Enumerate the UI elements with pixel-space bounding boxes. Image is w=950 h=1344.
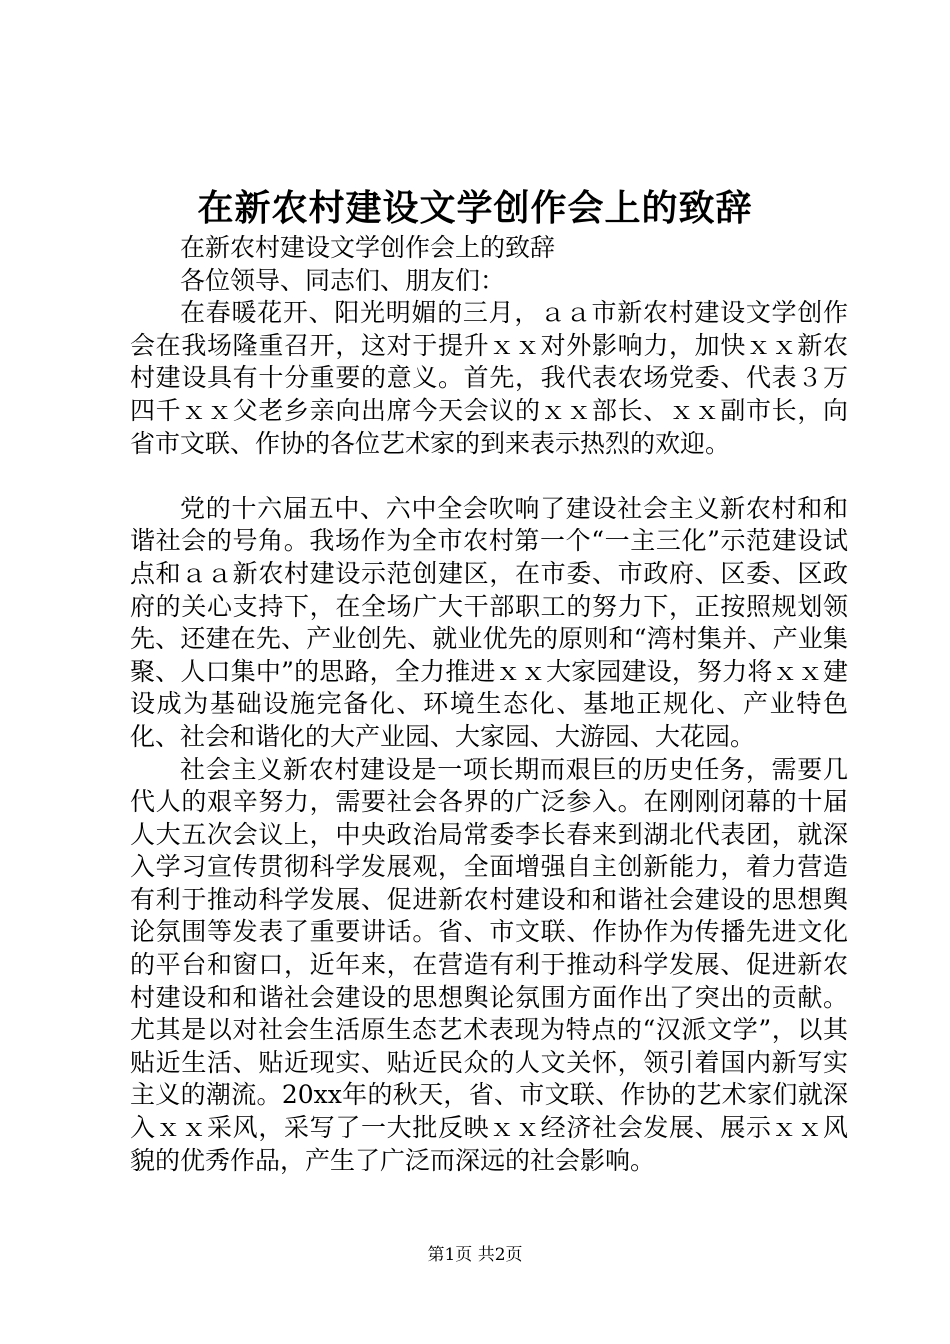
page-footer (0, 1243, 950, 1267)
body-paragraph-1: 在春暖花开、阳光明媚的三月，ａａ市新农村建设文学创作会在我场隆重召开，这对于提升ｘｘ对外影响力，加快ｘｘ新农村建设具有十分重要的意义。首先，我代表农场党委、代表３万四千ｘｘ父老乡亲向出席今天会议的ｘｘ部长、ｘｘ副市长，向省市文联、作协的各位艺术家的到来表示热烈的欢迎。 (130, 298, 848, 458)
body-paragraph-heading: 在新农村建设文学创作会上的致辞 (180, 233, 556, 262)
document-body (130, 232, 848, 1177)
document-title: 在新农村建设文学创作会上的致辞 (197, 187, 753, 229)
page-number-total: 共2页 (477, 1245, 523, 1265)
body-paragraph-2: 党的十六届五中、六中全会吹响了建设社会主义新农村和和谐社会的号角。我场作为全市农村第一个“一主三化”示范建设试点和ａａ新农村建设示范创建区，在市委、市政府、区委、区政府的关心支持下，在全场广大干部职工的努力下，正按照规划领先、还建在先、产业创先、就业优先的原则和“湾村集并、产业集聚、人口集中”的思路，全力推进ｘｘ大家园建设，努力将ｘｘ建设成为基础设施完备化、环境生态化、基地正规化、产业特色化、社会和谐化的大产业园、大家园、大游园、大花园。 (130, 493, 848, 751)
body-paragraph-3: 社会主义新农村建设是一项长期而艰巨的历史任务，需要几代人的艰辛努力，需要社会各界的广泛参入。在刚刚闭幕的十届人大五次会议上，中央政治局常委李长春来到湖北代表团，就深入学习宣传贯彻科学发展观，全面增强自主创新能力，着力营造有利于推动科学发展、促进新农村建设和和谐社会建设的思想舆论氛围等发表了重要讲话。省、市文联、作协作为传播先进文化的平台和窗口，近年来，在营造有利于推动科学发展、促进新农村建设和和谐社会建设的思想舆论氛围方面作出了突出的贡献。尤其是以对社会生活原生态艺术表现为特点的“汉派文学”，以其贴近生活、贴近现实、贴近民众的人文关怀，领引着国内新写实主义的潮流。20xx年的秋天，省、市文联、作协的艺术家们就深入ｘｘ采风，采写了一大批反映ｘｘ经济社会发展、展示ｘｘ风貌的优秀作品，产生了广泛而深远的社会影响。 (130, 754, 848, 1175)
page-number-current: 第1页 (427, 1245, 473, 1265)
body-paragraph-salutation: 各位领导、同志们、朋友们： (180, 265, 506, 295)
